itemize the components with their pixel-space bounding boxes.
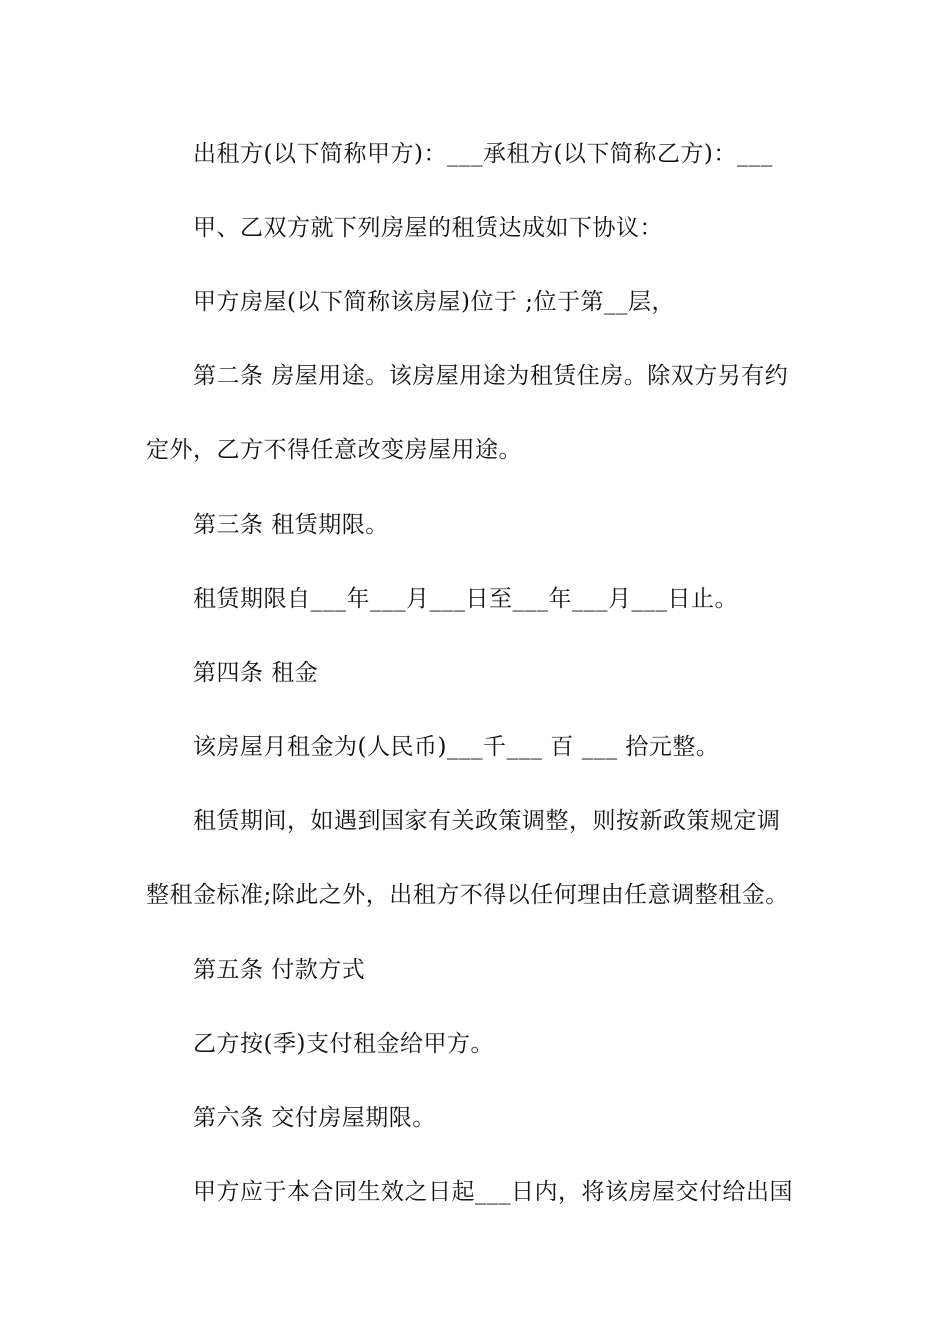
clause-5-heading: 第五条 付款方式 [193,957,366,983]
clause-2-continuation: 定外，乙方不得任意改变房屋用途。 [146,437,522,463]
paragraph-payment-method: 乙方按(季)支付租金给甲方。 [193,1031,494,1057]
paragraph-delivery-deadline: 甲方应于本合同生效之日起___日内，将该房屋交付给出国 [193,1179,793,1205]
paragraph-parties: 出租方(以下简称甲方)：___承租方(以下简称乙方)：___ [193,141,773,167]
clause-2-heading: 第二条 房屋用途。该房屋用途为租赁住房。除双方另有约 [193,363,789,389]
paragraph-monthly-rent: 该房屋月租金为(人民币)___千___ 百 ___ 拾元整。 [193,734,720,760]
paragraph-lease-term: 租赁期限自___年___月___日至___年___月___日止。 [193,586,738,612]
paragraph-agreement-intro: 甲、乙双方就下列房屋的租赁达成如下协议： [193,215,663,241]
clause-6-heading: 第六条 交付房屋期限。 [193,1105,436,1131]
paragraph-rent-adjustment-continuation: 整租金标准;除此之外，出租方不得以任何理由任意调整租金。 [146,882,789,908]
paragraph-rent-adjustment: 租赁期间，如遇到国家有关政策调整，则按新政策规定调 [193,808,781,834]
clause-4-heading: 第四条 租金 [193,660,319,686]
paragraph-property-location: 甲方房屋(以下简称该房屋)位于 ;位于第__层， [193,289,676,315]
clause-3-heading: 第三条 租赁期限。 [193,512,389,538]
